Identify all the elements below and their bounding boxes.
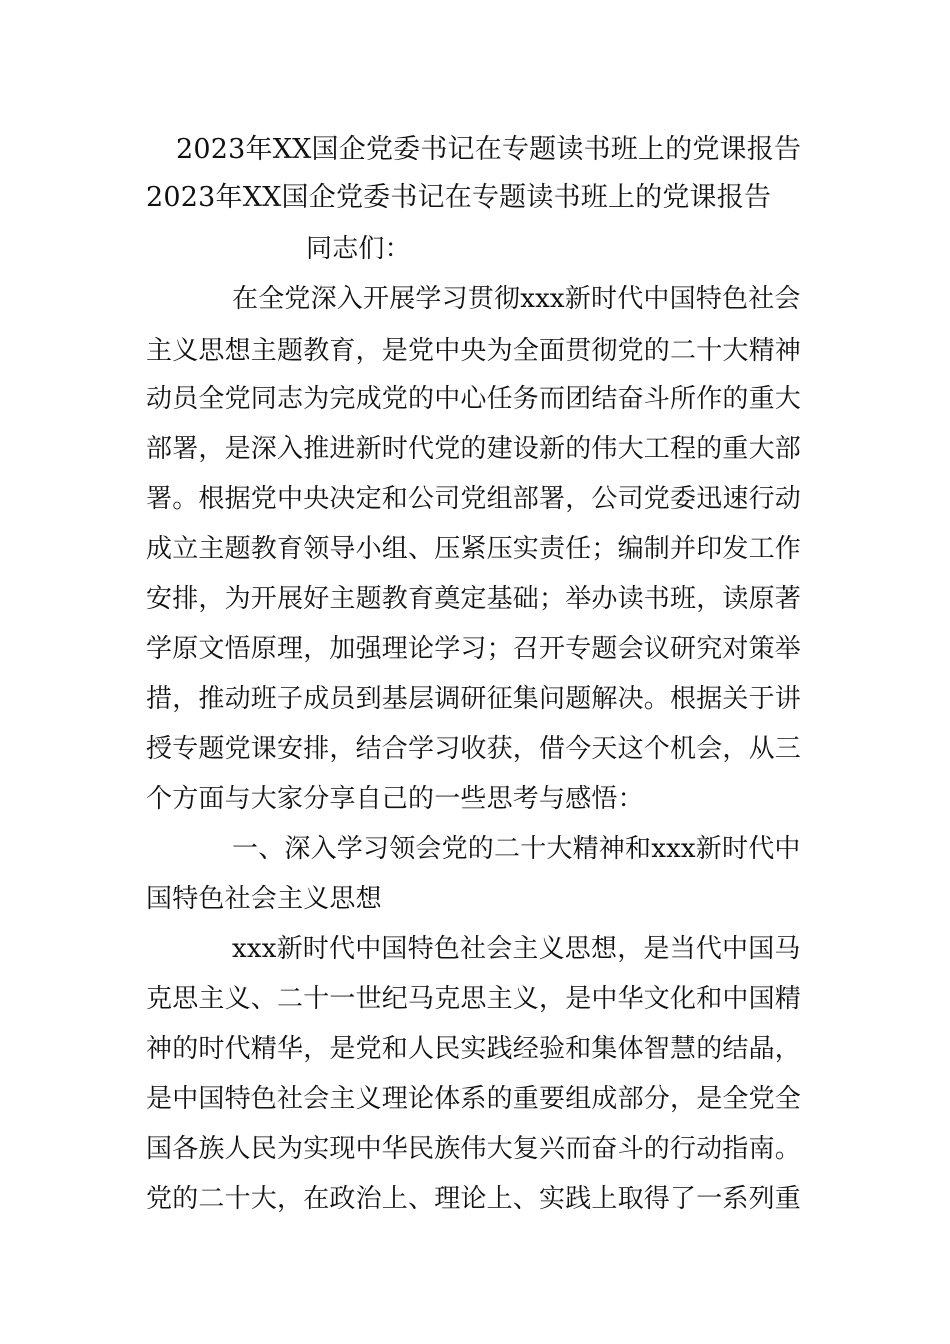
paragraph-line: 党的二十大，在政治上、理论上、实践上取得了一系列重 bbox=[146, 1184, 802, 1214]
paragraph-line: 授专题党课安排，结合学习收获，借今天这个机会，从三 bbox=[146, 734, 802, 764]
paragraph-line: 成立主题教育领导小组、压紧压实责任；编制并印发工作 bbox=[146, 534, 802, 564]
paragraph-line: 署。根据党中央决定和公司党组部署，公司党委迅速行动 bbox=[146, 484, 802, 514]
paragraph-line: xxx新时代中国特色社会主义思想，是当代中国马 bbox=[232, 934, 801, 964]
section-heading: 一、深入学习领会党的二十大精神和xxx新时代中 bbox=[232, 834, 801, 864]
paragraph-line: 是中国特色社会主义理论体系的重要组成部分，是全党全 bbox=[146, 1084, 802, 1114]
paragraph-line: 主义思想主题教育，是党中央为全面贯彻党的二十大精神 bbox=[146, 336, 802, 366]
paragraph-line: 动员全党同志为完成党的中心任务而团结奋斗所作的重大 bbox=[146, 384, 802, 414]
paragraph-line: 神的时代精华，是党和人民实践经验和集体智慧的结晶， bbox=[146, 1034, 802, 1064]
document-title-repeat: 2023年XX国企党委书记在专题读书班上的党课报告 bbox=[146, 182, 772, 213]
paragraph-line: 个方面与大家分享自己的一些思考与感悟： bbox=[146, 784, 644, 814]
salutation: 同志们： bbox=[306, 234, 411, 264]
paragraph-line: 克思主义、二十一世纪马克思主义，是中华文化和中国精 bbox=[146, 984, 802, 1014]
paragraph-line: 措，推动班子成员到基层调研征集问题解决。根据关于讲 bbox=[146, 684, 802, 714]
paragraph-line: 在全党深入开展学习贯彻xxx新时代中国特色社会 bbox=[232, 284, 801, 314]
section-heading: 国特色社会主义思想 bbox=[146, 884, 382, 914]
paragraph-line: 学原文悟原理，加强理论学习；召开专题会议研究对策举 bbox=[146, 634, 802, 664]
paragraph-line: 安排，为开展好主题教育奠定基础；举办读书班，读原著 bbox=[146, 584, 802, 614]
paragraph-line: 国各族人民为实现中华民族伟大复兴而奋斗的行动指南。 bbox=[146, 1134, 802, 1164]
paragraph-line: 部署，是深入推进新时代党的建设新的伟大工程的重大部 bbox=[146, 434, 802, 464]
document-title: 2023年XX国企党委书记在专题读书班上的党课报告 bbox=[176, 134, 802, 165]
